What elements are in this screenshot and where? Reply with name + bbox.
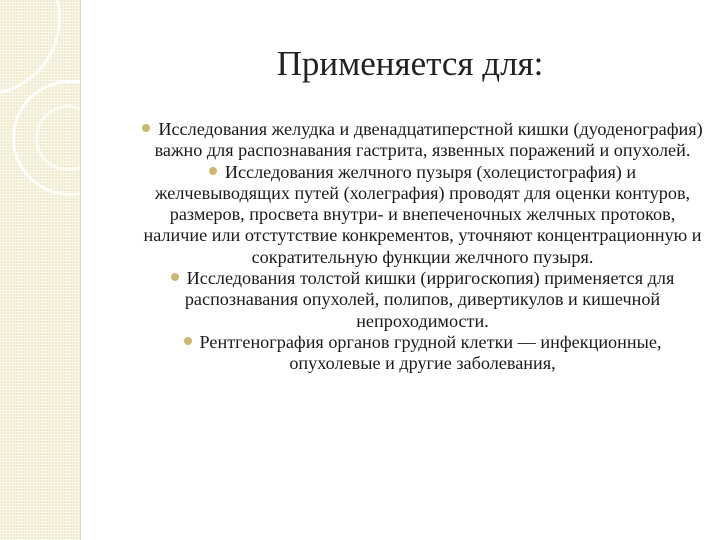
decorative-side-strip xyxy=(0,0,80,540)
list-item-text: Исследования толстой кишки (ирригоскопия) применяется для распознавания опухолей, полипов, дивертикулов и кишечной непроходимости. xyxy=(184,268,675,331)
list-item xyxy=(140,332,705,375)
list-item-text: Рентгенография органов грудной клетки — инфекционные, опухолевые и другие заболевания, xyxy=(199,331,662,374)
list-item-text: Исследования желчного пузыря (холецистография) и желчевыводящих путей (холеграфия) проводят для оценки контуров, размеров, просвета внутри- и внепеченочных желчных протоков, наличие или отстутствие конкрементов, уточняют концентрационную и сократительную функции желчного пузыря. xyxy=(143,161,702,267)
bullet-dot-icon xyxy=(171,273,179,281)
bullet-dot-icon xyxy=(209,167,217,175)
list-item xyxy=(140,162,705,268)
list-item-text: Исследования желудка и двенадцатиперстной кишки (дуоденография) важно для распознавания гастрита, язвенных поражений и опухолей. xyxy=(154,119,703,161)
slide-title: Применяется для: xyxy=(276,44,544,83)
bullet-dot-icon xyxy=(142,124,150,132)
bullet-list xyxy=(140,119,705,375)
list-item xyxy=(140,119,705,162)
bullet-dot-icon xyxy=(184,337,192,345)
decorative-arc xyxy=(0,0,61,96)
strip-divider xyxy=(80,0,81,540)
list-item xyxy=(140,268,705,332)
